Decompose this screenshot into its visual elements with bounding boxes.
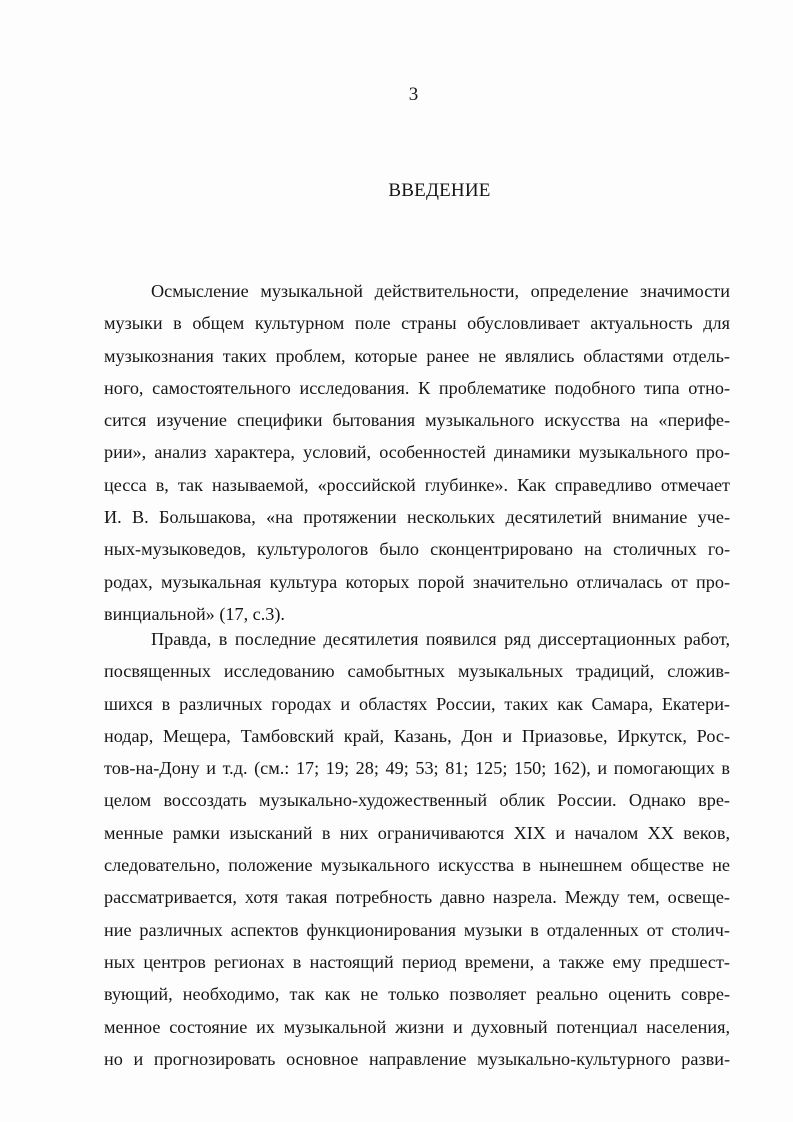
paragraph-line: винциальной» (17, с.3). <box>104 603 285 624</box>
paragraph-line: ного, самостоятельного исследования. К проблематике подобного типа отно- <box>104 377 730 398</box>
section-heading: ВВЕДЕНИЕ <box>388 180 491 201</box>
paragraph-line: И. В. Большакова, «на протяжении нескольких десятилетий внимание уче- <box>104 507 730 528</box>
paragraph-line: тов-на-Дону и т.д. (см.: 17; 19; 28; 49; 53; 81; 125; 150; 162), и помогающих в <box>104 758 730 779</box>
paragraph-line: цесса в, так называемой, «российской глубинке». Как справедливо отмечает <box>104 474 730 495</box>
paragraph-line: Осмысление музыкальной действительности, определение значимости <box>151 281 730 301</box>
paragraph-line: музыкознания таких проблем, которые ранее не являлись областями отдель- <box>104 345 730 366</box>
paragraph-line: шихся в различных городах и областях России, таких как Самара, Екатери- <box>104 693 730 714</box>
paragraph-line: ных центров регионах в настоящий период времени, а также ему предшест- <box>104 951 730 972</box>
paragraph-line: рассматривается, хотя такая потребность давно назрела. Между тем, освеще- <box>104 887 730 908</box>
paragraph-line: родах, музыкальная культура которых порой значительно отличалась от про- <box>104 571 730 592</box>
paragraph-1 <box>104 275 730 630</box>
paragraph-line: ние различных аспектов функционирования музыки в отдаленных от столич- <box>104 919 730 940</box>
paragraph-line: Правда, в последние десятилетия появился ряд диссертационных работ, <box>151 629 730 649</box>
page-number: 3 <box>408 84 419 105</box>
paragraph-line: следовательно, положение музыкального искусства в нынешнем обществе не <box>104 855 730 876</box>
paragraph-line: посвященных исследованию самобытных музыкальных традиций, сложив- <box>104 661 730 682</box>
paragraph-line: рии», анализ характера, условий, особенностей динамики музыкального про- <box>104 442 730 463</box>
paragraph-line: музыки в общем культурном поле страны обусловливает актуальность для <box>104 313 730 334</box>
paragraph-line: ных-музыковедов, культурологов было сконцентрировано на столичных го- <box>104 539 730 560</box>
paragraph-line: сится изучение специфики бытования музыкального искусства на «перифе- <box>104 410 730 431</box>
paragraph-line: целом воссоздать музыкально-художественный облик России. Однако вре- <box>104 790 730 811</box>
paragraph-line: менное состояние их музыкальной жизни и духовный потенциал населения, <box>104 1016 730 1037</box>
paragraph-2 <box>104 623 730 1075</box>
paragraph-line: но и прогнозировать основное направление музыкально-культурного разви- <box>104 1048 730 1069</box>
paragraph-line: нодар, Мещера, Тамбовский край, Казань, Дон и Приазовье, Иркутск, Рос- <box>104 725 730 746</box>
paragraph-line: вующий, необходимо, так как не только позволяет реально оценить совре- <box>104 984 730 1005</box>
paragraph-line: менные рамки изысканий в них ограничиваются XIX и началом XX веков, <box>104 822 730 843</box>
